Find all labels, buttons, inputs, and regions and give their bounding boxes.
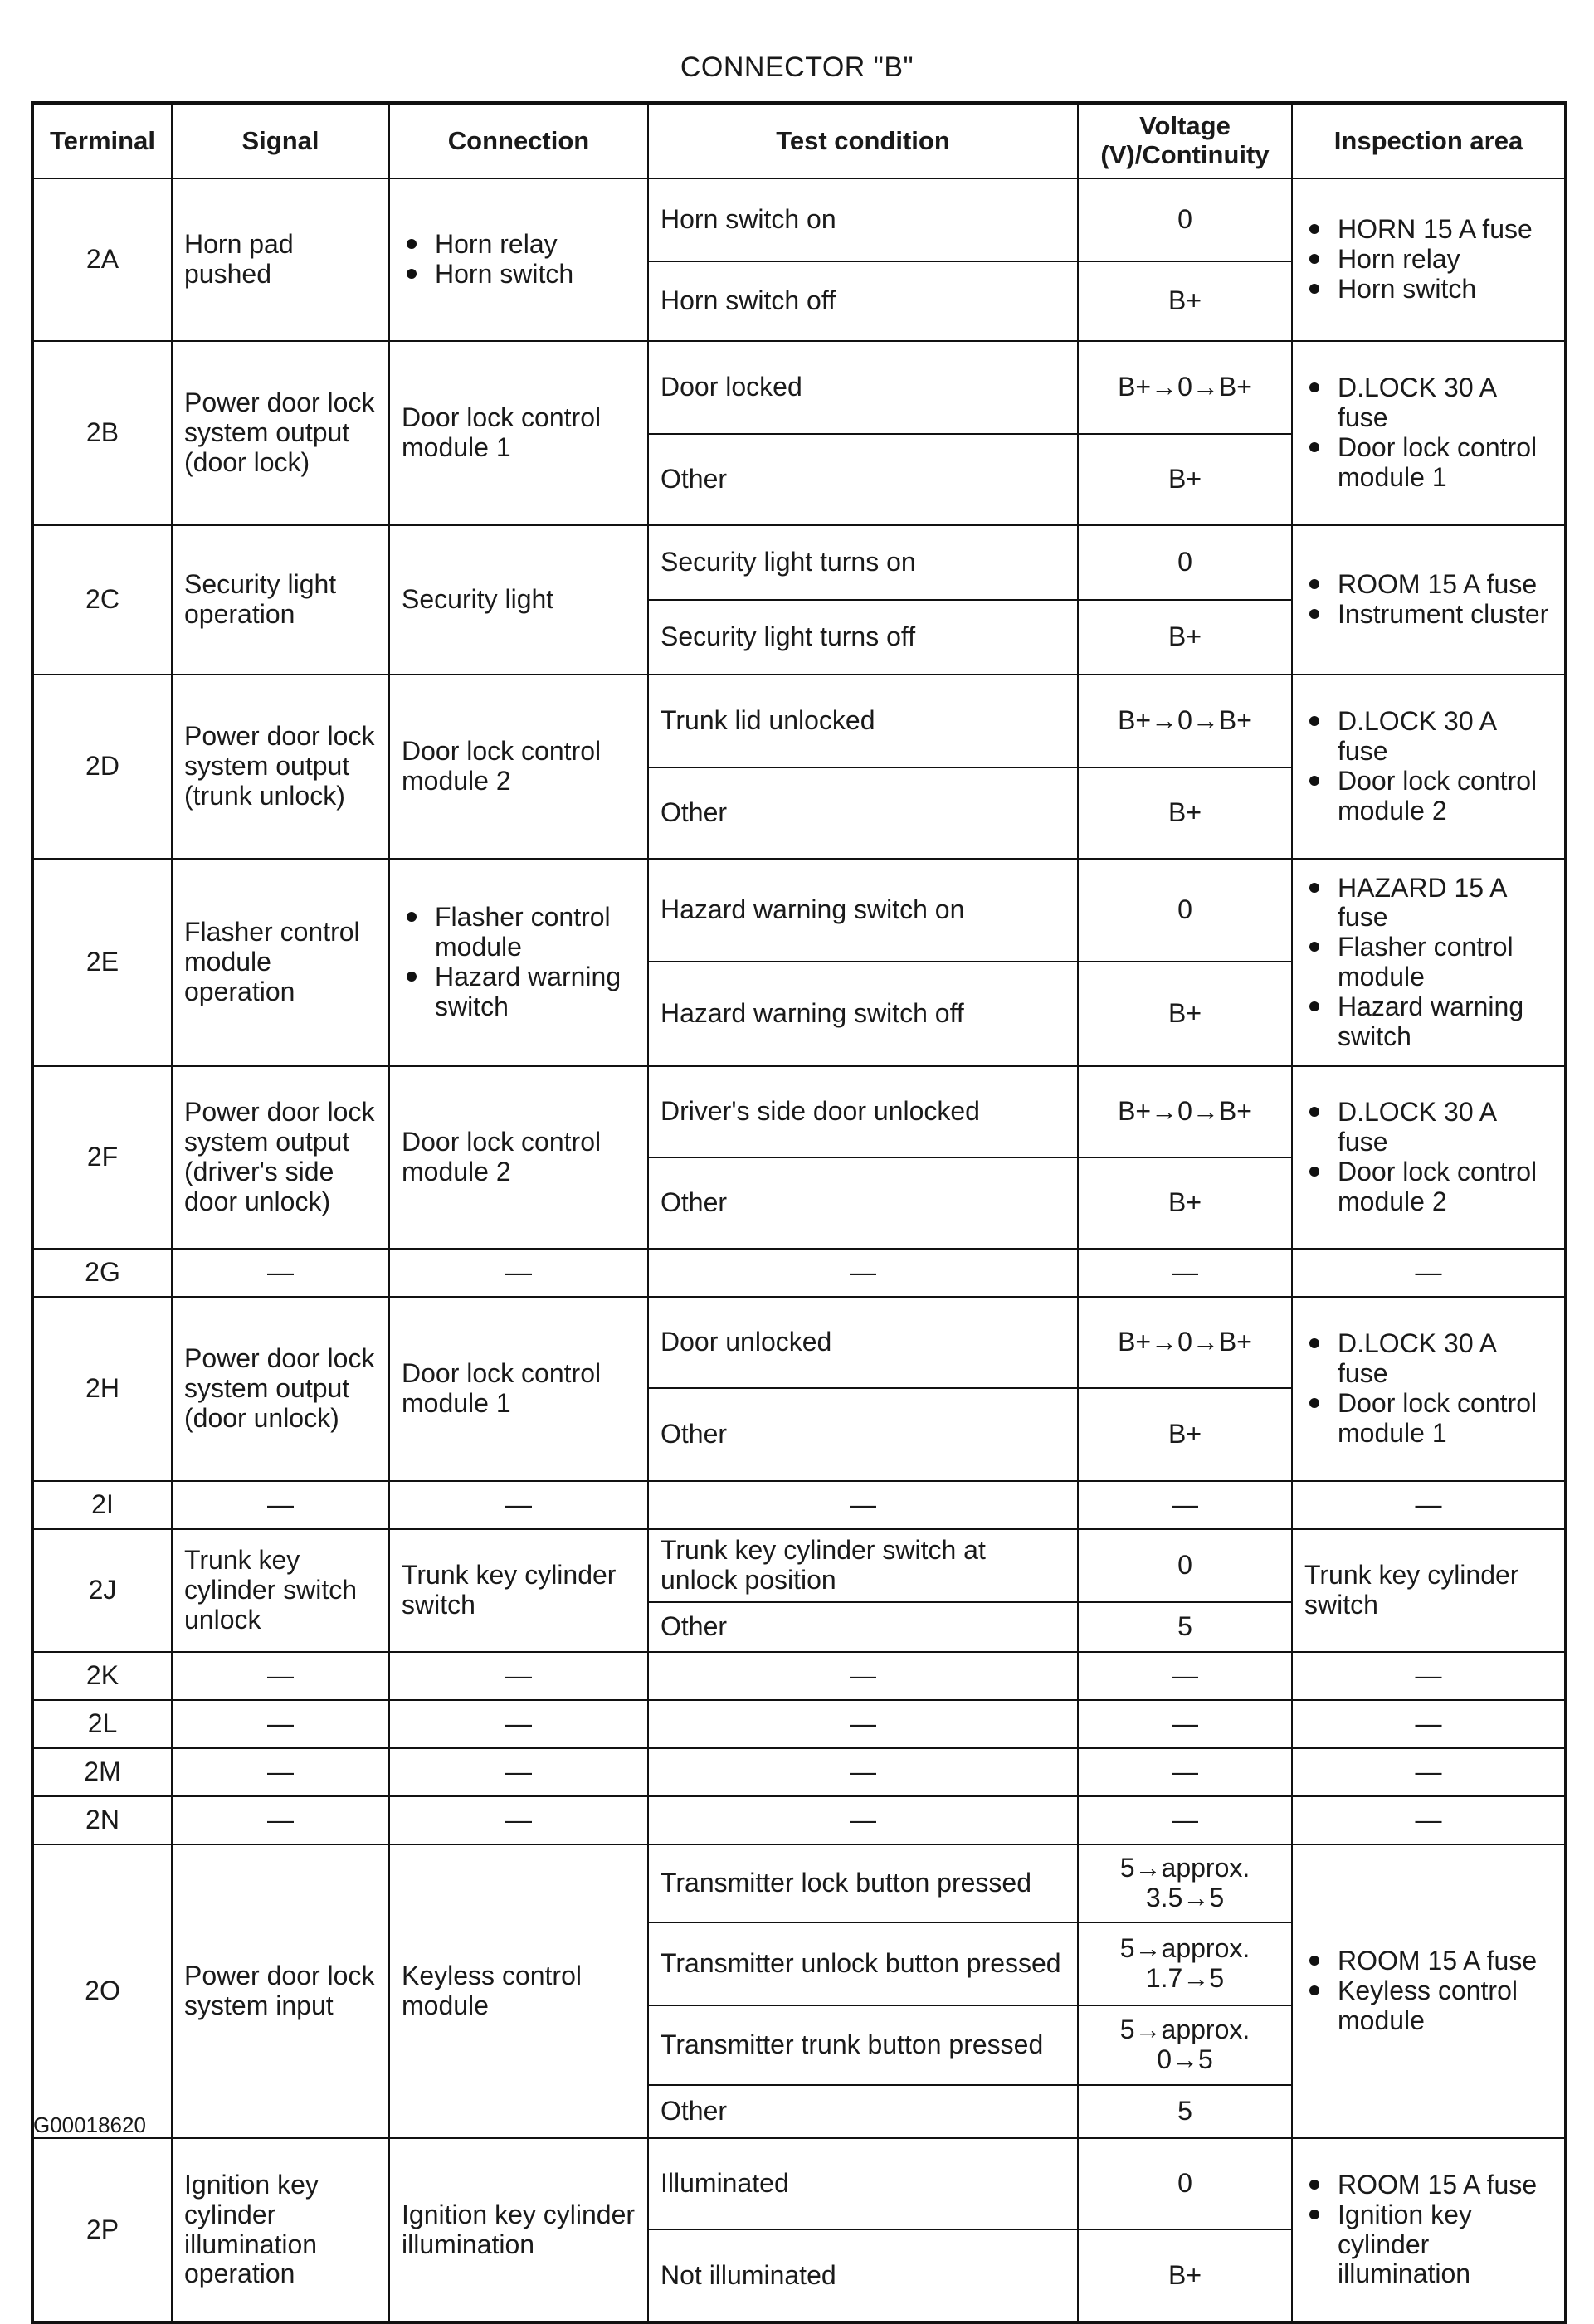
bullet-item: Instrument cluster (1304, 600, 1553, 630)
voltage-cell: — (1078, 1700, 1292, 1748)
test-condition-cell: Door unlocked (648, 1297, 1078, 1388)
table-row (32, 1529, 1566, 1602)
test-condition-cell: Driver's side door unlocked (648, 1066, 1078, 1157)
voltage-cell: B+→0→B+ (1078, 341, 1292, 434)
bullet-item: Horn relay (402, 230, 636, 260)
inspection-list (1304, 215, 1553, 304)
terminal-cell: 2L (32, 1700, 172, 1748)
voltage-cell: B+ (1078, 767, 1292, 859)
table-row (32, 2138, 1566, 2229)
voltage-cell: — (1078, 1796, 1292, 1844)
bullet-item: D.LOCK 30 A fuse (1304, 373, 1553, 433)
voltage-cell: — (1078, 1748, 1292, 1796)
table-row (32, 1066, 1566, 1157)
signal-cell: Power door lock system output (door unlock) (172, 1297, 389, 1481)
connection-list (402, 230, 636, 290)
table-row (32, 1297, 1566, 1388)
terminal-cell: 2G (32, 1249, 172, 1297)
connection-cell: — (389, 1481, 648, 1529)
terminal-cell: 2J (32, 1529, 172, 1652)
test-condition-cell: Other (648, 1602, 1078, 1652)
bullet-item: Door lock control module 1 (1304, 1389, 1553, 1449)
signal-cell: — (172, 1652, 389, 1700)
voltage-cell: B+→0→B+ (1078, 1297, 1292, 1388)
voltage-cell: 0 (1078, 1529, 1292, 1602)
table-row (32, 859, 1566, 962)
header-terminal: Terminal (32, 103, 172, 178)
test-condition-cell: Not illuminated (648, 2229, 1078, 2322)
signal-cell: Ignition key cylinder illumination operation (172, 2138, 389, 2322)
voltage-cell: B+ (1078, 962, 1292, 1066)
terminal-cell: 2O (32, 1844, 172, 2138)
bullet-item: Hazard warning switch (1304, 992, 1553, 1052)
voltage-cell: 5→approx. 1.7→5 (1078, 1922, 1292, 2005)
bullet-item: D.LOCK 30 A fuse (1304, 1329, 1553, 1389)
inspection-cell (1292, 1844, 1566, 2138)
voltage-cell: — (1078, 1652, 1292, 1700)
test-condition-cell: Other (648, 767, 1078, 859)
terminal-cell: 2K (32, 1652, 172, 1700)
connection-cell (389, 178, 648, 341)
inspection-list (1304, 1329, 1553, 1448)
inspection-list (1304, 570, 1553, 630)
inspection-cell (1292, 2138, 1566, 2322)
voltage-cell: 5→approx. 3.5→5 (1078, 1844, 1292, 1922)
header-signal: Signal (172, 103, 389, 178)
header-row (32, 103, 1566, 178)
terminal-cell: 2F (32, 1066, 172, 1249)
signal-cell: Horn pad pushed (172, 178, 389, 341)
test-condition-cell: Transmitter lock button pressed (648, 1844, 1078, 1922)
terminal-cell: 2C (32, 525, 172, 675)
inspection-list (1304, 874, 1553, 1052)
inspection-cell: Trunk key cylinder switch (1292, 1529, 1566, 1652)
terminal-cell: 2B (32, 341, 172, 525)
test-condition-cell: Horn switch on (648, 178, 1078, 261)
bullet-item: ROOM 15 A fuse (1304, 2171, 1553, 2200)
signal-cell: — (172, 1796, 389, 1844)
inspection-cell: — (1292, 1481, 1566, 1529)
connection-cell: Trunk key cylinder switch (389, 1529, 648, 1652)
connection-cell: — (389, 1748, 648, 1796)
signal-cell: — (172, 1700, 389, 1748)
test-condition-cell: Security light turns off (648, 600, 1078, 675)
inspection-cell (1292, 859, 1566, 1066)
voltage-cell: 5→approx. 0→5 (1078, 2005, 1292, 2085)
table-row (32, 1481, 1566, 1529)
inspection-list (1304, 707, 1553, 826)
terminal-cell: 2N (32, 1796, 172, 1844)
test-condition-cell: Hazard warning switch on (648, 859, 1078, 962)
test-condition-cell: Trunk key cylinder switch at unlock position (648, 1529, 1078, 1602)
test-condition-cell: Transmitter trunk button pressed (648, 2005, 1078, 2085)
test-condition-cell: Hazard warning switch off (648, 962, 1078, 1066)
voltage-cell: — (1078, 1249, 1292, 1297)
test-condition-cell: Security light turns on (648, 525, 1078, 600)
connection-cell: Door lock control module 1 (389, 341, 648, 525)
connection-cell: — (389, 1652, 648, 1700)
test-condition-cell: Other (648, 1388, 1078, 1481)
inspection-list (1304, 2171, 1553, 2289)
inspection-cell (1292, 525, 1566, 675)
connection-cell: Door lock control module 2 (389, 675, 648, 859)
bullet-item: Door lock control module 1 (1304, 433, 1553, 493)
table-row (32, 1796, 1566, 1844)
bullet-item: Horn relay (1304, 245, 1553, 275)
signal-cell: Security light operation (172, 525, 389, 675)
inspection-cell: — (1292, 1652, 1566, 1700)
connection-cell: Door lock control module 1 (389, 1297, 648, 1481)
bullet-item: Hazard warning switch (402, 962, 636, 1022)
bullet-item: Keyless control module (1304, 1976, 1553, 2036)
test-condition-cell: — (648, 1481, 1078, 1529)
voltage-cell: 0 (1078, 525, 1292, 600)
connection-cell: — (389, 1249, 648, 1297)
inspection-cell: — (1292, 1700, 1566, 1748)
voltage-cell: 5 (1078, 1602, 1292, 1652)
test-condition-cell: Horn switch off (648, 261, 1078, 341)
test-condition-cell: — (648, 1748, 1078, 1796)
test-condition-cell: Other (648, 2085, 1078, 2138)
table-row (32, 1844, 1566, 1922)
header-test-condition: Test condition (648, 103, 1078, 178)
inspection-cell (1292, 178, 1566, 341)
connection-cell: — (389, 1796, 648, 1844)
connection-cell: Ignition key cylinder illumination (389, 2138, 648, 2322)
table-row (32, 1652, 1566, 1700)
bullet-item: D.LOCK 30 A fuse (1304, 1098, 1553, 1157)
signal-cell: — (172, 1249, 389, 1297)
test-condition-cell: — (648, 1652, 1078, 1700)
signal-cell: — (172, 1748, 389, 1796)
voltage-cell: B+ (1078, 1388, 1292, 1481)
inspection-list (1304, 1098, 1553, 1216)
signal-cell: Power door lock system input (172, 1844, 389, 2138)
table-row (32, 341, 1566, 434)
test-condition-cell: Transmitter unlock button pressed (648, 1922, 1078, 2005)
connector-title: CONNECTOR "B" (680, 51, 914, 83)
inspection-list (1304, 373, 1553, 492)
connection-cell (389, 859, 648, 1066)
test-condition-cell: — (648, 1249, 1078, 1297)
test-condition-cell: — (648, 1700, 1078, 1748)
signal-cell: Power door lock system output (trunk unlock) (172, 675, 389, 859)
connector-b-table (31, 101, 1567, 2324)
bullet-item: Horn switch (402, 260, 636, 290)
test-condition-cell: — (648, 1796, 1078, 1844)
bullet-item: Door lock control module 2 (1304, 1157, 1553, 1217)
inspection-list (1304, 1946, 1553, 2035)
voltage-cell: 0 (1078, 859, 1292, 962)
voltage-cell: 5 (1078, 2085, 1292, 2138)
voltage-cell: B+ (1078, 1157, 1292, 1249)
header-voltage: Voltage (V)/Continuity (1078, 103, 1292, 178)
inspection-cell (1292, 1297, 1566, 1481)
terminal-cell: 2E (32, 859, 172, 1066)
table-row (32, 525, 1566, 600)
terminal-cell: 2I (32, 1481, 172, 1529)
test-condition-cell: Illuminated (648, 2138, 1078, 2229)
connection-list (402, 903, 636, 1021)
voltage-cell: B+ (1078, 2229, 1292, 2322)
connection-cell: Keyless control module (389, 1844, 648, 2138)
bullet-item: Flasher control module (1304, 933, 1553, 992)
inspection-cell: — (1292, 1796, 1566, 1844)
inspection-cell (1292, 1066, 1566, 1249)
table-row (32, 1700, 1566, 1748)
table-row (32, 1249, 1566, 1297)
voltage-cell: 0 (1078, 2138, 1292, 2229)
voltage-cell: B+→0→B+ (1078, 1066, 1292, 1157)
figure-code: G00018620 (33, 2112, 146, 2137)
bullet-item: Horn switch (1304, 275, 1553, 305)
signal-cell: — (172, 1481, 389, 1529)
signal-cell: Power door lock system output (door lock) (172, 341, 389, 525)
signal-cell: Trunk key cylinder switch unlock (172, 1529, 389, 1652)
table-body (32, 178, 1566, 2322)
bullet-item: ROOM 15 A fuse (1304, 570, 1553, 600)
signal-cell: Flasher control module operation (172, 859, 389, 1066)
voltage-cell: B+ (1078, 261, 1292, 341)
inspection-cell (1292, 675, 1566, 859)
header-inspection-area: Inspection area (1292, 103, 1566, 178)
test-condition-cell: Trunk lid unlocked (648, 675, 1078, 767)
inspection-cell (1292, 341, 1566, 525)
voltage-cell: B+ (1078, 600, 1292, 675)
inspection-cell: — (1292, 1249, 1566, 1297)
terminal-cell: 2P (32, 2138, 172, 2322)
test-condition-cell: Other (648, 434, 1078, 525)
table-row (32, 178, 1566, 261)
bullet-item: Ignition key cylinder illumination (1304, 2200, 1553, 2289)
bullet-item: HORN 15 A fuse (1304, 215, 1553, 245)
test-condition-cell: Door locked (648, 341, 1078, 434)
inspection-cell: — (1292, 1748, 1566, 1796)
bullet-item: Flasher control module (402, 903, 636, 962)
voltage-cell: B+ (1078, 434, 1292, 525)
bullet-item: D.LOCK 30 A fuse (1304, 707, 1553, 767)
bullet-item: ROOM 15 A fuse (1304, 1946, 1553, 1976)
signal-cell: Power door lock system output (driver's side door unlock) (172, 1066, 389, 1249)
connection-cell: — (389, 1700, 648, 1748)
voltage-cell: — (1078, 1481, 1292, 1529)
terminal-cell: 2H (32, 1297, 172, 1481)
terminal-cell: 2M (32, 1748, 172, 1796)
table-row (32, 1748, 1566, 1796)
terminal-cell: 2A (32, 178, 172, 341)
test-condition-cell: Other (648, 1157, 1078, 1249)
terminal-cell: 2D (32, 675, 172, 859)
voltage-cell: B+→0→B+ (1078, 675, 1292, 767)
voltage-cell: 0 (1078, 178, 1292, 261)
header-connection: Connection (389, 103, 648, 178)
table-row (32, 675, 1566, 767)
bullet-item: Door lock control module 2 (1304, 767, 1553, 826)
connection-cell: Security light (389, 525, 648, 675)
connection-cell: Door lock control module 2 (389, 1066, 648, 1249)
bullet-item: HAZARD 15 A fuse (1304, 874, 1553, 933)
